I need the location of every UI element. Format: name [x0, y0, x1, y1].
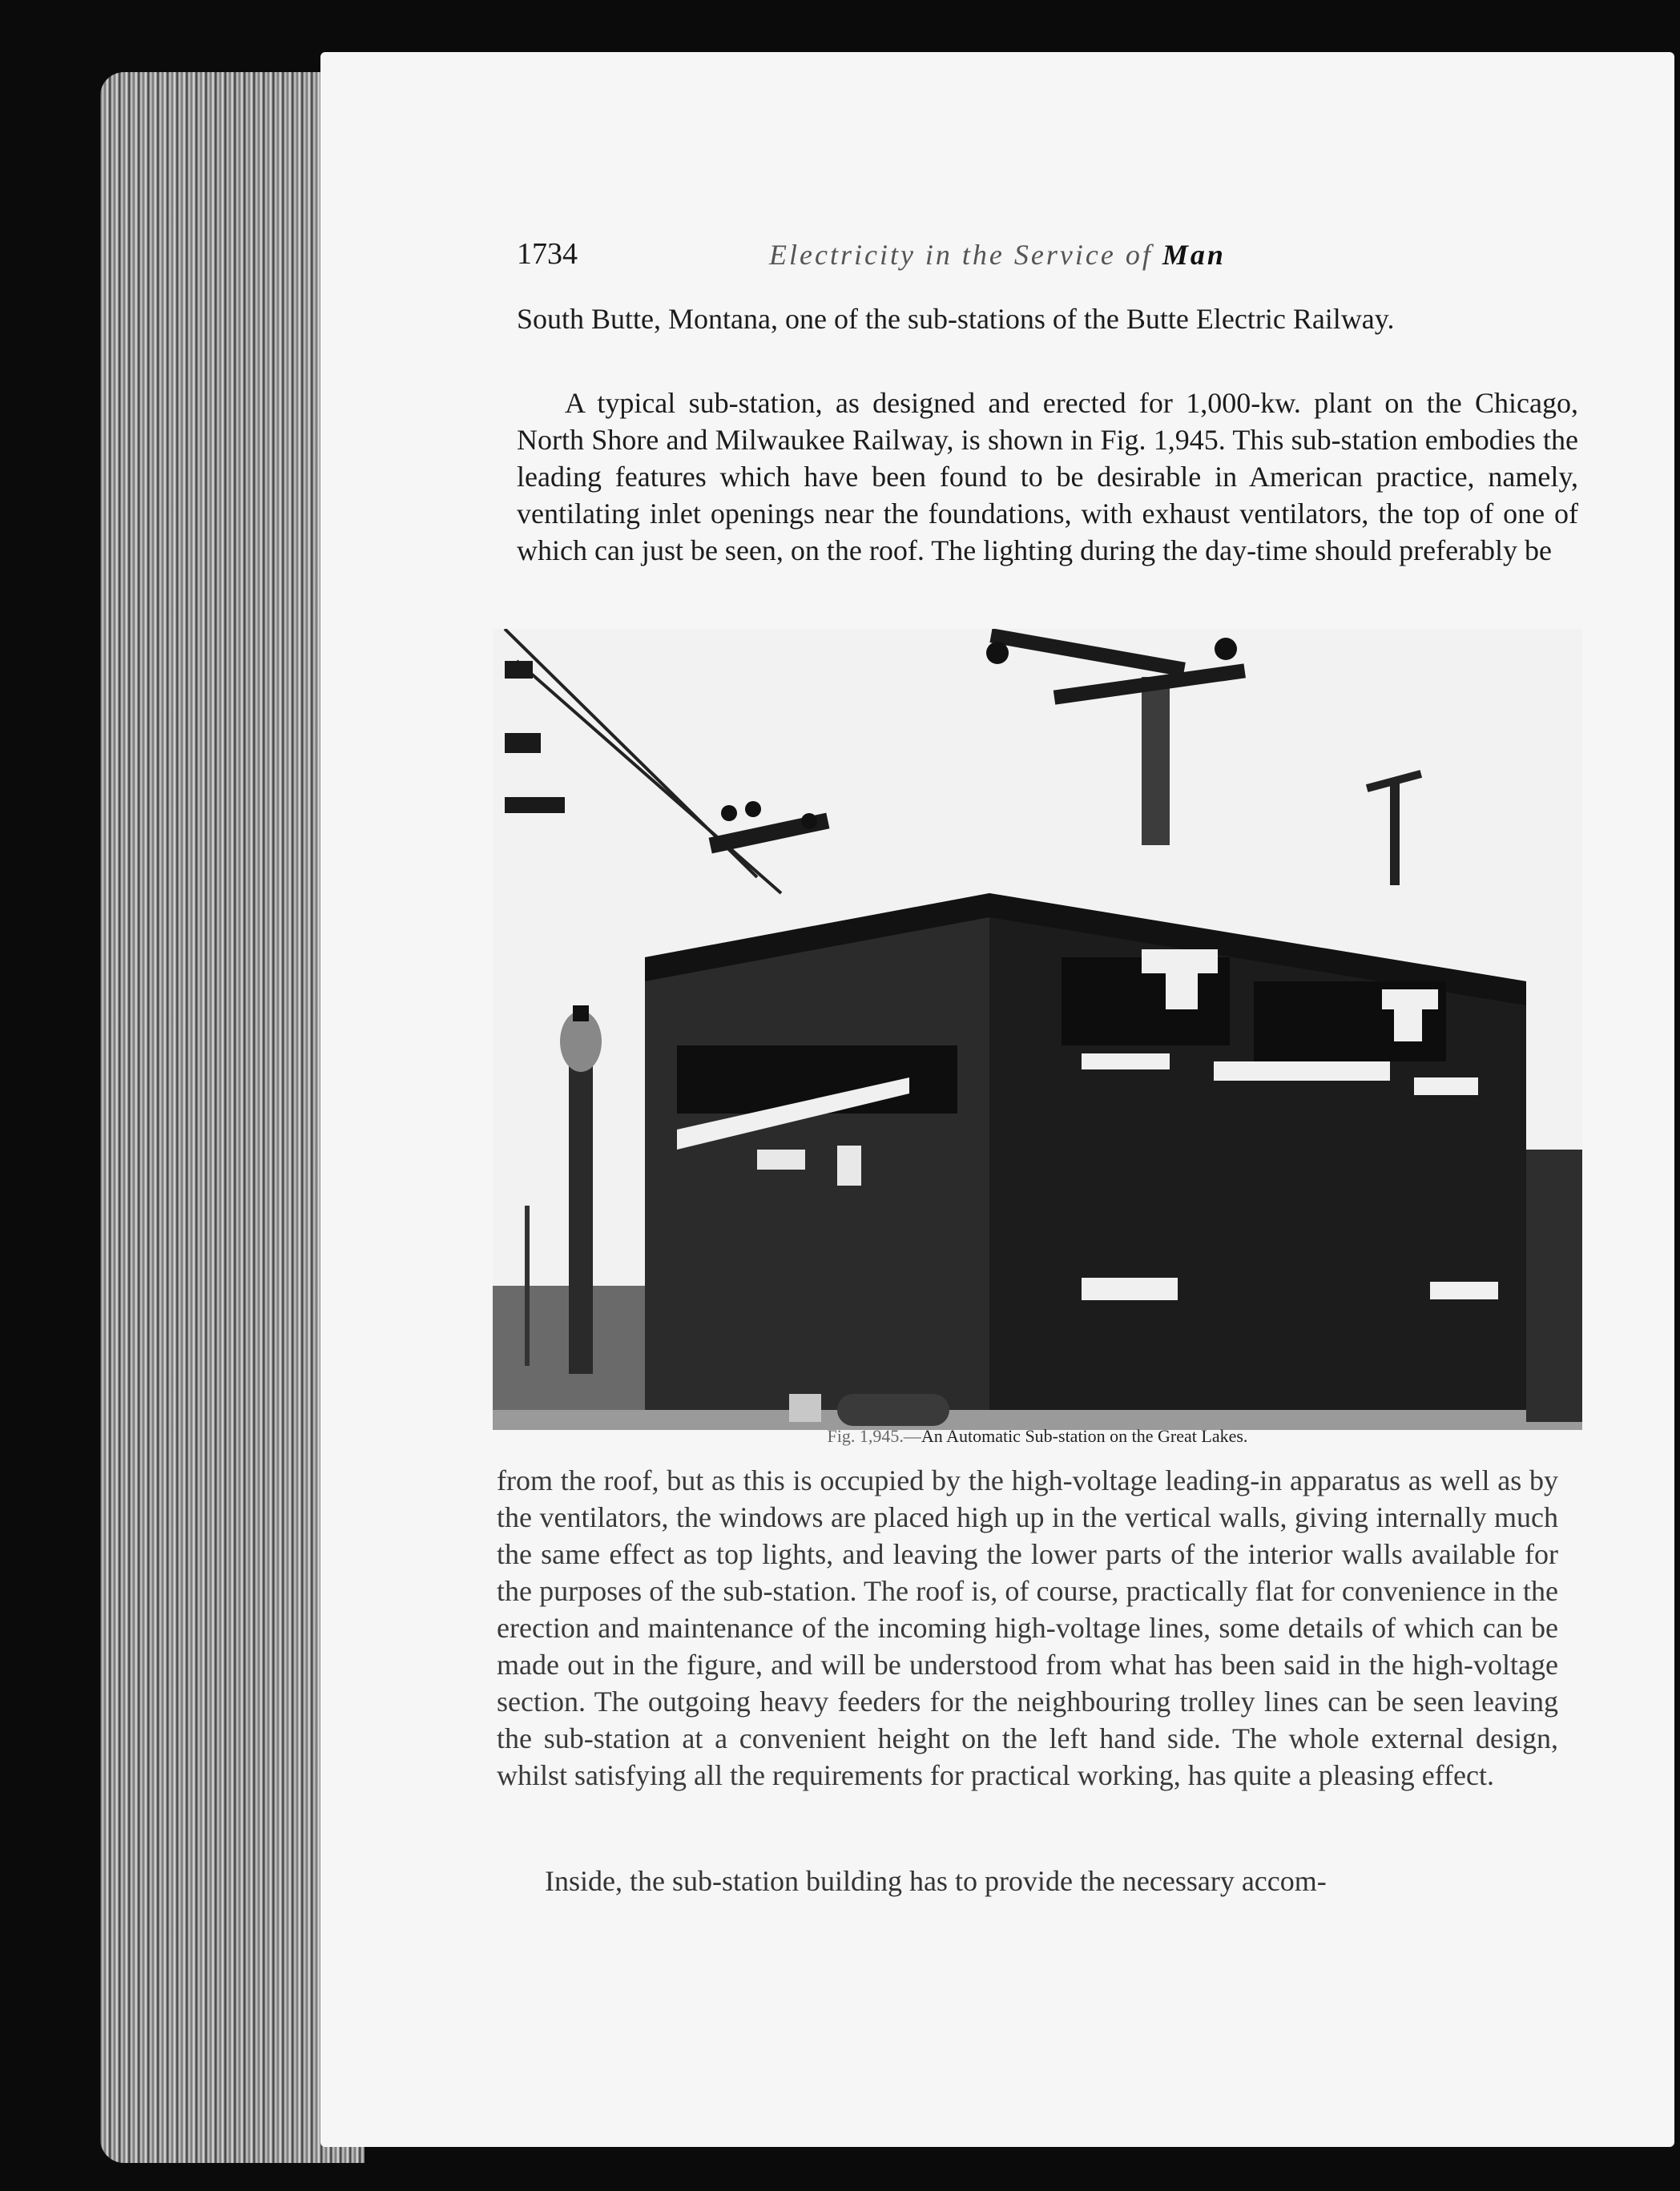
running-head: [517, 236, 1578, 276]
running-title: [769, 238, 1226, 272]
paragraph-inside: Inside, the sub-station building has to provide the necessary accom-: [545, 1865, 1327, 1897]
paragraph-roof-windows: from the roof, but as this is occupied by the high-voltage leading-in apparatus as well as by the ventilators, the windows are placed high up in the vertical walls, giving internally much the same effect as top lights, and leaving the lower parts of the interior walls available for the purposes of the sub-station. The roof is, of course, practically flat for convenience in the erection and maintenance of the incoming high-voltage lines, some details of which can be made out in the figure, and will be understood from what has been said in the high-voltage section. The outgoing heavy feeders for the neighbouring trolley lines can be seen leaving the sub-station at a convenient height on the left hand side. The whole external design, whilst satisfying all the requirements for practical working, has quite a pleasing effect.: [497, 1464, 1558, 1791]
running-title-emphasis: Man: [1162, 239, 1226, 271]
running-title-main: Electricity in the Service of: [769, 239, 1162, 271]
substation-photograph: [493, 629, 1582, 1430]
figure-substation-photo: [493, 629, 1582, 1430]
figure-label: Fig. 1,945.—: [827, 1426, 921, 1446]
paragraph-intro: South Butte, Montana, one of the sub-stations of the Butte Electric Railway.: [517, 303, 1395, 335]
page-number: 1734: [517, 237, 578, 271]
paragraph-typical-substation: A typical sub-station, as designed and erected for 1,000-kw. plant on the Chicago, North Shore and Milwaukee Railway, is shown in Fig. 1,945. This sub-station embodies the leading features which have been found to be desirable in American practice, namely, ventilating inlet openings near the foundations, with exhaust ventilators, the top of one of which can just be seen, on the roof. The lighting during the day-time should preferably be: [517, 387, 1578, 566]
figure-caption-text: An Automatic Sub-station on the Great Lakes.: [921, 1426, 1248, 1446]
figure-caption: [493, 1426, 1582, 1447]
